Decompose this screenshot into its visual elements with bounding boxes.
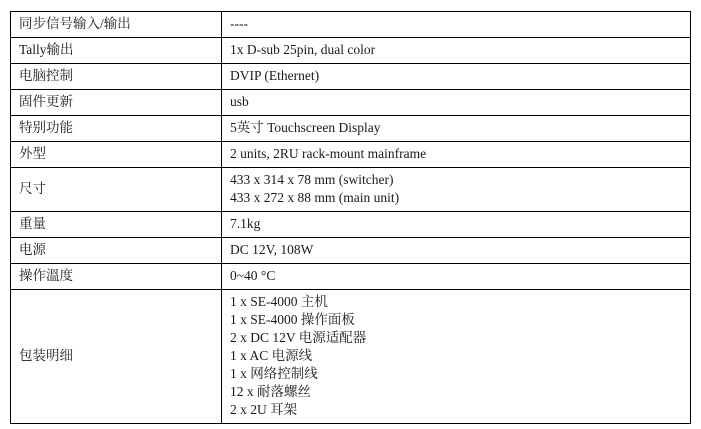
spec-value-line: 2 x DC 12V 电源适配器 — [230, 330, 367, 345]
spec-label: 同步信号输入/输出 — [11, 12, 222, 38]
spec-label: 尺寸 — [11, 168, 222, 212]
spec-label: 外型 — [11, 142, 222, 168]
spec-label: 操作溫度 — [11, 264, 222, 290]
spec-value-line: 2 units, 2RU rack-mount mainframe — [230, 146, 427, 161]
spec-value-line: DC 12V, 108W — [230, 242, 314, 257]
spec-value-line: 2 x 2U 耳架 — [230, 402, 298, 417]
spec-value-line: 7.1kg — [230, 216, 261, 231]
spec-value — [222, 90, 691, 116]
spec-value-line: 1 x SE-4000 操作面板 — [230, 312, 355, 327]
spec-table-body — [11, 12, 691, 424]
spec-value-line: 1 x AC 电源线 — [230, 348, 313, 363]
table-row — [11, 238, 691, 264]
spec-value — [222, 264, 691, 290]
spec-value — [222, 116, 691, 142]
spec-value — [222, 212, 691, 238]
spec-value-line: 5英寸 Touchscreen Display — [230, 120, 381, 135]
spec-value-line: 0~40 °C — [230, 268, 276, 283]
spec-label: 电源 — [11, 238, 222, 264]
spec-value-line: 433 x 314 x 78 mm (switcher) — [230, 172, 394, 187]
spec-value-line: ---- — [230, 16, 248, 31]
spec-label: Tally输出 — [11, 38, 222, 64]
spec-value-line: 1 x SE-4000 主机 — [230, 294, 328, 309]
spec-label: 电脑控制 — [11, 64, 222, 90]
spec-value-line: DVIP (Ethernet) — [230, 68, 320, 83]
spec-value — [222, 238, 691, 264]
table-row — [11, 38, 691, 64]
table-row — [11, 212, 691, 238]
spec-value — [222, 290, 691, 424]
spec-label: 包装明细 — [11, 290, 222, 424]
spec-value-line: 1 x 网络控制线 — [230, 366, 318, 381]
table-row — [11, 90, 691, 116]
spec-value-line: 433 x 272 x 88 mm (main unit) — [230, 190, 400, 205]
table-row — [11, 64, 691, 90]
spec-value-line: 1x D-sub 25pin, dual color — [230, 42, 376, 57]
spec-label: 特别功能 — [11, 116, 222, 142]
spec-label: 重量 — [11, 212, 222, 238]
spec-value — [222, 142, 691, 168]
spec-value — [222, 38, 691, 64]
spec-value-line: usb — [230, 94, 249, 109]
spec-value-line: 12 x 耐落螺丝 — [230, 384, 311, 399]
table-row — [11, 12, 691, 38]
table-row — [11, 290, 691, 424]
spec-table — [10, 11, 691, 424]
table-row — [11, 116, 691, 142]
spec-label: 固件更新 — [11, 90, 222, 116]
spec-value — [222, 64, 691, 90]
table-row — [11, 264, 691, 290]
table-row — [11, 168, 691, 212]
spec-value — [222, 12, 691, 38]
spec-value — [222, 168, 691, 212]
table-row — [11, 142, 691, 168]
